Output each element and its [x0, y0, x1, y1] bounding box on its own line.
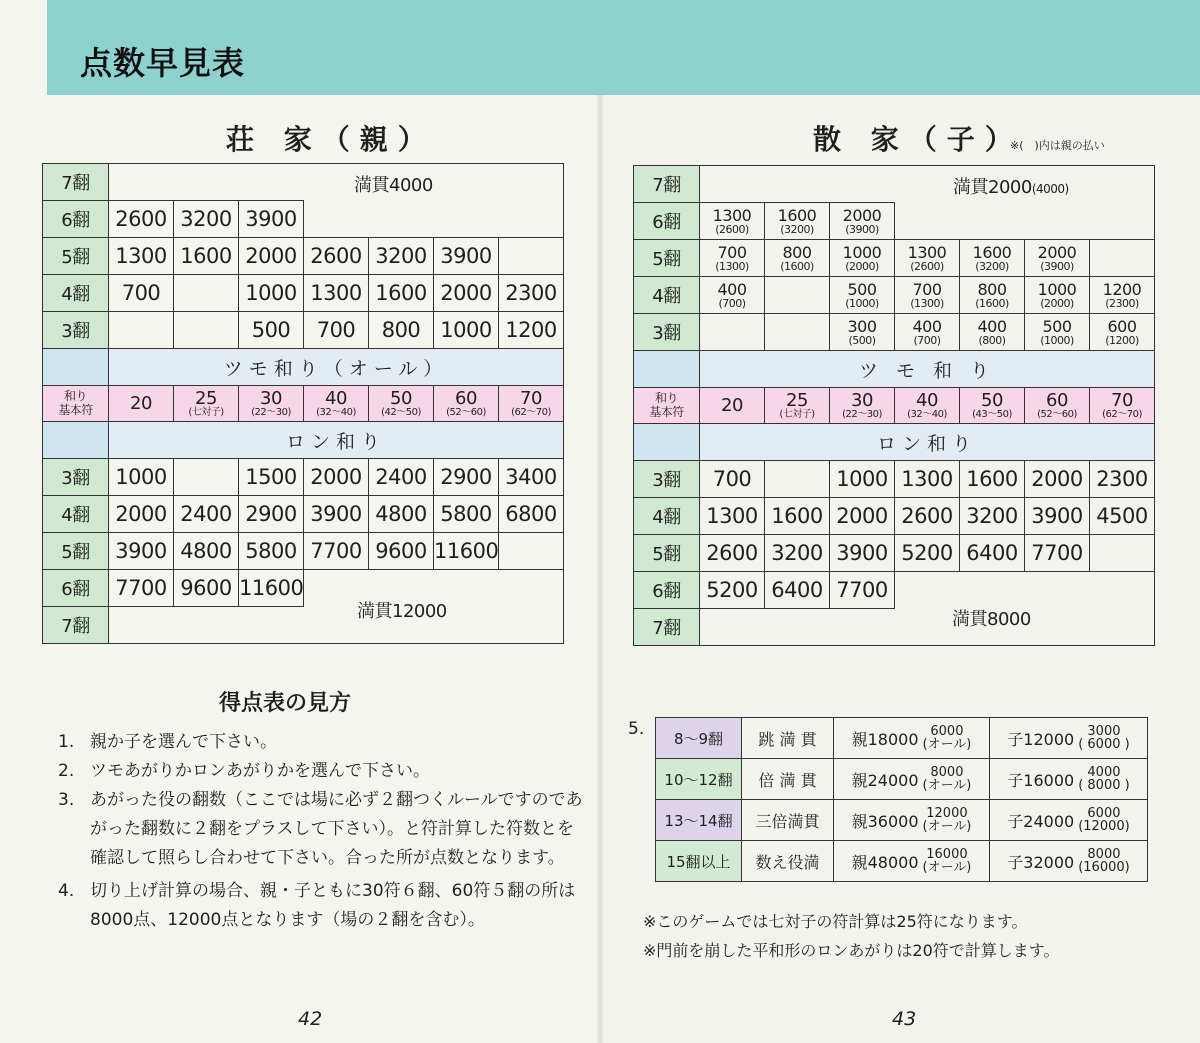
score-cell: 9600 — [174, 570, 239, 607]
han-7-label: 7翻 — [634, 166, 700, 203]
han-3-label: 3翻 — [43, 312, 109, 349]
ron-han-5-label: 5翻 — [634, 535, 700, 572]
page-title: 点数早見表 — [80, 44, 246, 82]
nondealer-score-table — [633, 165, 1155, 646]
score-cell: 3200 — [960, 498, 1025, 535]
fu-cell: 20 — [109, 386, 174, 422]
score-cell: 2000 — [109, 496, 174, 533]
score-cell: 1600 — [174, 238, 239, 275]
ron-han-5-label: 5翻 — [43, 533, 109, 570]
empty-cell — [1090, 535, 1155, 572]
mangan-blank — [109, 164, 564, 201]
score-cell: 2000 — [434, 275, 499, 312]
mangan-tsumo-text: 満貫2000(4000) — [953, 176, 1069, 198]
limit-name: 数え役満 — [742, 841, 834, 882]
empty-cell — [174, 275, 239, 312]
mangan-ron-cell — [109, 601, 564, 644]
ron-han-4-label: 4翻 — [43, 496, 109, 533]
fu-cell: 60 (52〜60) — [1025, 388, 1090, 424]
score-cell: 2000 (3900) — [1025, 240, 1090, 277]
empty-cell — [174, 312, 239, 349]
score-cell: 1200 — [499, 312, 564, 349]
page-number-left: 42 — [298, 1008, 323, 1030]
limit-child: 子32000 8000 (16000) — [990, 841, 1148, 882]
score-cell: 7700 — [1025, 535, 1090, 572]
score-cell: 800 — [369, 312, 434, 349]
score-cell: 4500 — [1090, 498, 1155, 535]
score-cell: 9600 — [369, 533, 434, 570]
mangan-ron-text: 満貫12000 — [357, 601, 447, 622]
han-4-label: 4翻 — [43, 275, 109, 312]
ron-label: ロン和り — [700, 424, 1155, 461]
ron-han-6-label: 6翻 — [43, 570, 109, 607]
score-cell: 5200 — [895, 535, 960, 572]
ron-han-7-label: 7翻 — [634, 609, 700, 646]
score-cell: 1600 — [960, 461, 1025, 498]
score-cell: 500 (1000) — [1025, 314, 1090, 351]
score-cell: 4800 — [174, 533, 239, 570]
han-5-label: 5翻 — [634, 240, 700, 277]
score-cell: 700 (1300) — [895, 277, 960, 314]
score-cell: 400 (800) — [960, 314, 1025, 351]
limit-section-marker: 5. — [628, 719, 645, 739]
limit-han: 15翻以上 — [656, 841, 742, 882]
limit-child: 子24000 6000 (12000) — [990, 800, 1148, 841]
tsumo-label: ツモ和り（オール） — [109, 349, 564, 386]
score-cell: 2300 — [1090, 461, 1155, 498]
fu-cell: 40 (32〜40) — [304, 386, 369, 422]
score-cell: 1000 (2000) — [830, 240, 895, 277]
score-cell: 1600 — [369, 275, 434, 312]
score-cell: 3900 — [1025, 498, 1090, 535]
han-6-label: 6翻 — [634, 203, 700, 240]
empty-cell — [765, 314, 830, 351]
score-cell: 2000 — [830, 498, 895, 535]
score-cell: 700 — [109, 275, 174, 312]
howto-step: 2. ツモあがりかロンあがりかを選んで下さい。 — [58, 761, 430, 781]
fu-cell: 70 (62〜70) — [1090, 388, 1155, 424]
score-cell: 1300 — [700, 498, 765, 535]
score-cell: 700 (1300) — [700, 240, 765, 277]
fu-cell: 70 (62〜70) — [499, 386, 564, 422]
empty-cell — [765, 277, 830, 314]
mangan-tsumo-text: 満貫4000 — [354, 174, 433, 196]
score-cell: 3900 — [239, 201, 304, 238]
fu-cell: 25 (七対子) — [174, 386, 239, 422]
empty-cell — [174, 459, 239, 496]
fu-header: 和り 基本符 — [43, 386, 109, 422]
ron-han-3-label: 3翻 — [634, 461, 700, 498]
score-cell: 3200 — [765, 535, 830, 572]
score-cell: 2400 — [369, 459, 434, 496]
score-cell: 700 — [304, 312, 369, 349]
score-cell: 3200 — [369, 238, 434, 275]
score-cell: 3900 — [434, 238, 499, 275]
score-cell: 1000 — [239, 275, 304, 312]
mangan-blank — [700, 166, 1155, 203]
limit-han: 8〜9翻 — [656, 718, 742, 759]
ron-label: ロン和り — [109, 422, 564, 459]
howto-title: 得点表の見方 — [219, 690, 352, 716]
limit-child: 子16000 4000 ( 8000 ) — [990, 759, 1148, 800]
howto-step: 4. 切り上げ計算の場合、親・子ともに30符６翻、60符５翻の所は8000点、12000点となります（場の２翻を含む）。 — [58, 881, 576, 930]
mangan-ron-cell — [700, 609, 1155, 646]
han-7-label: 7翻 — [43, 164, 109, 201]
howto-steps — [58, 728, 588, 935]
fu-cell: 30 (22〜30) — [239, 386, 304, 422]
score-cell: 5200 — [700, 572, 765, 609]
fu-cell: 60 (52〜60) — [434, 386, 499, 422]
score-cell: 3200 — [174, 201, 239, 238]
limit-han: 10〜12翻 — [656, 759, 742, 800]
score-cell: 500 (1000) — [830, 277, 895, 314]
score-cell: 1200 (2300) — [1090, 277, 1155, 314]
book-spine — [596, 0, 604, 1043]
score-cell: 2600 — [895, 498, 960, 535]
score-cell: 2300 — [499, 275, 564, 312]
mangan-tsumo-cell — [895, 176, 1155, 240]
mangan-blank — [895, 572, 1155, 609]
score-cell: 3900 — [109, 533, 174, 570]
score-cell: 1300 — [109, 238, 174, 275]
score-cell: 500 — [239, 312, 304, 349]
score-cell: 6400 — [960, 535, 1025, 572]
fu-cell: 30 (22〜30) — [830, 388, 895, 424]
howto-step: 1. 親か子を選んで下さい。 — [58, 732, 277, 752]
score-cell: 1000 — [109, 459, 174, 496]
han-3-label: 3翻 — [634, 314, 700, 351]
fu-cell: 20 — [700, 388, 765, 424]
page-number-right: 43 — [892, 1008, 917, 1030]
score-cell: 300 (500) — [830, 314, 895, 351]
score-cell: 1600 — [765, 498, 830, 535]
han-6-label: 6翻 — [43, 201, 109, 238]
score-cell: 2000 — [239, 238, 304, 275]
score-cell: 11600 — [434, 533, 499, 570]
empty-cell — [1090, 240, 1155, 277]
limit-dealer: 親18000 6000 (オール) — [834, 718, 990, 759]
score-cell: 600 (1200) — [1090, 314, 1155, 351]
score-cell: 4800 — [369, 496, 434, 533]
limit-name: 三倍満貫 — [742, 800, 834, 841]
score-cell: 6800 — [499, 496, 564, 533]
limit-dealer: 親36000 12000 (オール) — [834, 800, 990, 841]
score-cell: 2600 — [109, 201, 174, 238]
score-cell: 1000 — [830, 461, 895, 498]
score-cell: 2400 — [174, 496, 239, 533]
mangan-ron-text: 満貫8000 — [952, 609, 1031, 630]
empty-cell — [109, 312, 174, 349]
score-cell: 2900 — [239, 496, 304, 533]
fu-cell: 50 (42〜50) — [369, 386, 434, 422]
footnote: ※このゲームでは七対子の符計算は25符になります。 — [643, 912, 1028, 931]
limit-name: 倍 満 貫 — [742, 759, 834, 800]
score-cell: 7700 — [109, 570, 174, 607]
score-cell: 1000 — [434, 312, 499, 349]
score-cell: 1600 (3200) — [765, 203, 830, 240]
score-cell: 400 (700) — [700, 277, 765, 314]
limit-name: 跳 満 貫 — [742, 718, 834, 759]
fu-header: 和り 基本符 — [634, 388, 700, 424]
score-cell: 2000 — [304, 459, 369, 496]
fu-cell: 40 (32〜40) — [895, 388, 960, 424]
dealer-score-table — [42, 163, 564, 644]
ron-han-6-label: 6翻 — [634, 572, 700, 609]
empty-cell — [499, 238, 564, 275]
score-cell: 11600 — [239, 570, 304, 607]
limit-dealer: 親48000 16000 (オール) — [834, 841, 990, 882]
ron-header-blank — [634, 424, 700, 461]
score-cell: 1300 (2600) — [700, 203, 765, 240]
score-cell: 2000 — [1025, 461, 1090, 498]
score-cell: 1000 (2000) — [1025, 277, 1090, 314]
empty-cell — [765, 461, 830, 498]
fu-cell: 25 (七対子) — [765, 388, 830, 424]
score-cell: 1600 (3200) — [960, 240, 1025, 277]
empty-cell — [700, 314, 765, 351]
score-cell: 1500 — [239, 459, 304, 496]
han-5-label: 5翻 — [43, 238, 109, 275]
score-cell: 3400 — [499, 459, 564, 496]
score-cell: 400 (700) — [895, 314, 960, 351]
ron-han-3-label: 3翻 — [43, 459, 109, 496]
tsumo-header-blank — [43, 349, 109, 386]
score-cell: 5800 — [434, 496, 499, 533]
score-cell: 3900 — [304, 496, 369, 533]
score-cell: 7700 — [304, 533, 369, 570]
limit-child: 子12000 3000 ( 6000 ) — [990, 718, 1148, 759]
empty-cell — [499, 533, 564, 570]
han-4-label: 4翻 — [634, 277, 700, 314]
tsumo-label: ツ モ 和 り — [700, 351, 1155, 388]
fu-cell: 50 (43〜50) — [960, 388, 1025, 424]
score-cell: 2000 (3900) — [830, 203, 895, 240]
limit-han: 13〜14翻 — [656, 800, 742, 841]
limit-dealer: 親24000 8000 (オール) — [834, 759, 990, 800]
score-cell: 1300 — [895, 461, 960, 498]
score-cell: 1300 (2600) — [895, 240, 960, 277]
mangan-tsumo-cell — [304, 174, 564, 238]
ron-han-4-label: 4翻 — [634, 498, 700, 535]
score-cell: 2900 — [434, 459, 499, 496]
ron-header-blank — [43, 422, 109, 459]
score-cell: 2600 — [304, 238, 369, 275]
tsumo-header-blank — [634, 351, 700, 388]
nondealer-title: 散 家（子） — [813, 123, 1023, 156]
dealer-title: 荘 家（親） — [226, 123, 436, 156]
ron-han-7-label: 7翻 — [43, 607, 109, 644]
dealer-pay-note: ※( )内は親の払い — [1010, 139, 1105, 152]
score-cell: 700 — [700, 461, 765, 498]
limit-hands-table — [655, 717, 1148, 882]
score-cell: 800 (1600) — [765, 240, 830, 277]
score-cell: 5800 — [239, 533, 304, 570]
score-cell: 2600 — [700, 535, 765, 572]
score-cell: 6400 — [765, 572, 830, 609]
score-cell: 1300 — [304, 275, 369, 312]
howto-step: 3. あがった役の翻数（ここでは場に必ず２翻つくルールですのであがった翻数に２翻をプラスして下さい）。と符計算した符数とを確認して照らし合わせて下さい。合った所が点数となります。 — [58, 790, 583, 868]
footnote: ※門前を崩した平和形のロンあがりは20符で計算します。 — [643, 941, 1060, 960]
score-cell: 800 (1600) — [960, 277, 1025, 314]
score-cell: 7700 — [830, 572, 895, 609]
score-cell: 3900 — [830, 535, 895, 572]
